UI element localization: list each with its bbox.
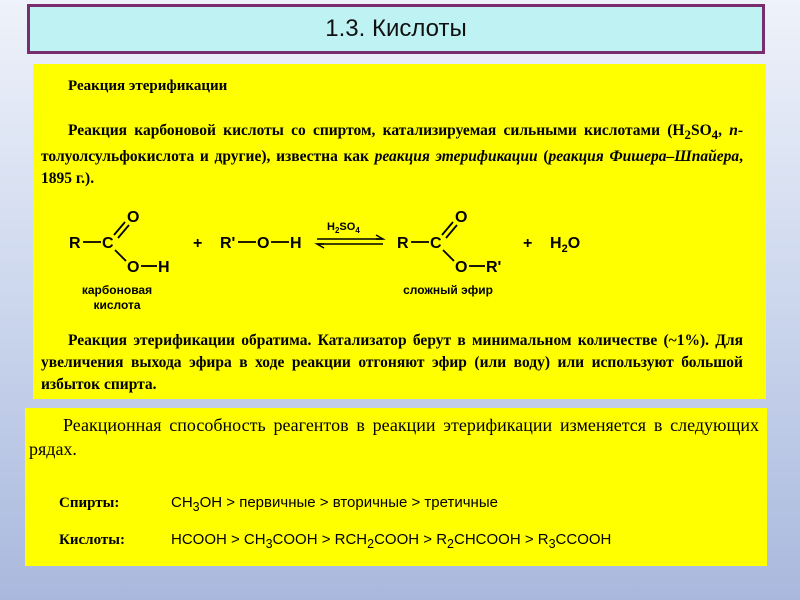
alcohol-h: H [290, 235, 302, 252]
intro-text-1: Реакция карбоновой кислоты со спиртом, катализируемая сильными кислотами (H [68, 122, 685, 139]
intro-paragraph [41, 120, 743, 190]
water-formula: $H_2O$ [550, 235, 581, 255]
conclusion-paragraph: Реакция этерификации обратима. Катализатор берут в минимальном количестве (~1%). Для увеличения выхода эфира в ходе реакции отгоняют эфир (или воду) или используют большой избыток спирта. [41, 332, 743, 393]
intro-sub-2: 4 [711, 127, 719, 143]
slide-title: 1.3. Кислоты [325, 15, 467, 42]
plus-sign-1: + [193, 235, 203, 252]
ester-o: O [455, 259, 468, 276]
alcohols-series-row [59, 494, 498, 514]
label-acid-line1: карбоновая [81, 283, 153, 297]
ester-r: R [397, 235, 409, 252]
intro-italic: реакция этерификации [374, 148, 538, 166]
label-acid-line2: кислота [93, 298, 141, 312]
alcohols-label: Спирты: [59, 495, 120, 511]
intro-sub-1: 2 [684, 127, 691, 143]
ester-bond-co [443, 250, 454, 261]
slide-title-box [27, 4, 765, 54]
ester-c: C [430, 235, 442, 252]
reverse-arrowhead [317, 244, 324, 248]
intro-text-6: , 1895 г.). [41, 148, 744, 188]
alcohol-o: O [257, 235, 270, 252]
intro-n: n [729, 122, 738, 139]
alcohols-series: $CH_3OH$ > первичные > вторичные > третичные [171, 494, 498, 514]
alcohol-r: R' [220, 235, 236, 252]
intro-text-2: SO [690, 122, 712, 139]
plus-sign-2: + [523, 235, 533, 252]
acid-r: R [69, 235, 81, 252]
ester-r2: R' [486, 259, 502, 276]
esterification-reaction-scheme [33, 202, 766, 312]
reactivity-intro: Реакционная способность реагентов в реакции этерификации изменяется в следующих рядах. [29, 415, 759, 459]
acids-series-row [59, 531, 611, 551]
catalyst-label: $H_2SO_4$ [327, 221, 360, 235]
intro-text-5: ( [537, 148, 549, 166]
forward-arrowhead [376, 235, 383, 239]
intro-italic-2: реакция Фишера–Шпайера [548, 148, 740, 166]
label-ester: сложный эфир [403, 283, 493, 297]
esterification-panel [33, 64, 766, 399]
ester-o-top: O [455, 209, 468, 226]
acid-bond-co [115, 250, 126, 261]
reactivity-panel [25, 408, 767, 566]
section-heading: Реакция этерификации [68, 78, 228, 94]
acid-o-top: O [127, 209, 140, 226]
acid-oh-o: O [127, 259, 140, 276]
acid-c: C [102, 235, 114, 252]
intro-text-3: , [718, 122, 730, 139]
acids-label: Кислоты: [59, 532, 125, 548]
acid-h: H [158, 259, 170, 276]
acids-series: HCOOH > $CH_3COOH$ > $RCH_2COOH$ > $R_2CHCOOH$ > $R_3CCOOH$ [171, 531, 612, 551]
intro-text-4: -толуолсульфокислота и другие), известна как [41, 122, 744, 166]
